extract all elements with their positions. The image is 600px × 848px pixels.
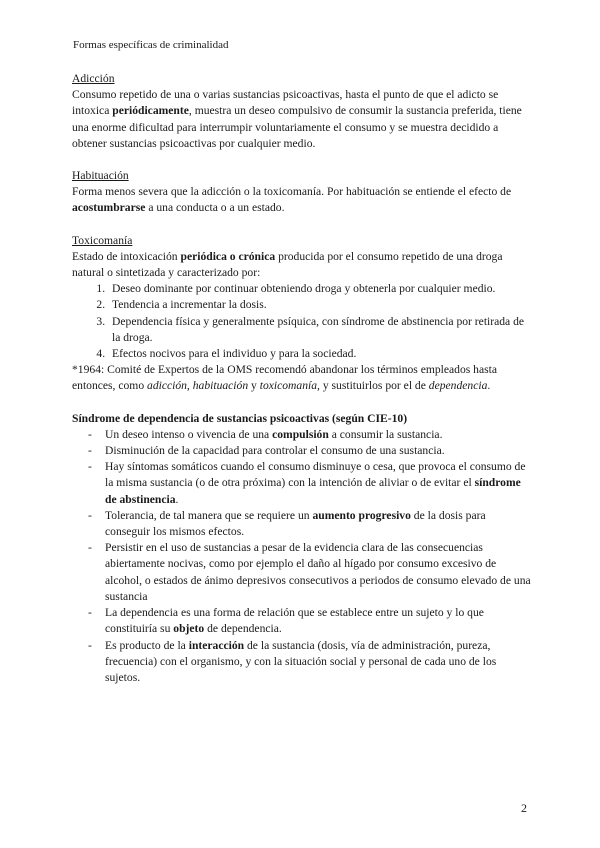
text-run: Disminución de la capacidad para controlar el consumo de una sustancia.: [105, 444, 445, 458]
section-habituacion: [72, 168, 532, 217]
list-item: 3. Dependencia física y generalmente psíquica, con síndrome de abstinencia por retirada de la droga.: [108, 314, 532, 346]
bold-term: compulsión: [272, 427, 329, 441]
section-title-habituacion: Habituación: [72, 169, 129, 183]
italic-term: adicción, habituación: [147, 379, 249, 393]
text-run: *1964: Comité de Expertos de la OMS recomendó abandonar los términos empleados hasta entonces, como: [72, 363, 498, 393]
text-run: Estado de intoxicación: [72, 249, 181, 263]
italic-term: dependencia: [428, 379, 488, 393]
text-run: de la dosis para conseguir los mismos efectos.: [105, 508, 486, 539]
section-adiccion: [72, 71, 532, 152]
list-item: [88, 508, 532, 540]
bold-term: aumento progresivo: [312, 508, 411, 522]
list-item: [88, 605, 532, 637]
text-run: Tolerancia, de tal manera que se requiere un: [105, 508, 313, 522]
text-run: producida por el consumo repetido de una droga natural o sintetizada y caracterizado por:: [72, 249, 503, 280]
bold-term: objeto: [173, 622, 205, 636]
sindrome-criteria-list: [72, 427, 532, 686]
text-run: Es producto de la: [105, 638, 189, 652]
paragraph-habituacion: [72, 184, 532, 216]
list-item: [88, 459, 532, 508]
list-item: [88, 638, 532, 687]
bold-term: periódicamente: [112, 104, 189, 118]
toxicomania-criteria-list: [72, 281, 532, 362]
text-run: de dependencia.: [204, 622, 282, 636]
document-body: [72, 71, 532, 686]
italic-term: toxicomanía: [259, 379, 318, 393]
bold-term: síndrome de abstinencia: [105, 476, 521, 506]
text-run: y: [248, 379, 260, 393]
bold-term: acostumbrarse: [72, 201, 146, 215]
text-run: de la sustancia (dosis, vía de administración, pureza, frecuencia) con el organismo, y con la situación social y personal de cada uno de los sujetos.: [105, 638, 497, 684]
list-item: 4. Efectos nocivos para el individuo y para la sociedad.: [108, 346, 532, 362]
text-run: .: [175, 492, 179, 506]
page-header: Formas específicas de criminalidad: [73, 39, 229, 51]
list-item: [88, 427, 532, 443]
text-run: , y sustituirlos por el de: [317, 379, 429, 393]
bold-term: interacción: [188, 638, 245, 652]
section-title-toxicomania: Toxicomanía: [72, 233, 133, 247]
paragraph-adiccion: [72, 87, 532, 152]
text-run: Un deseo intenso o vivencia de una: [105, 427, 273, 441]
text-run: Forma menos severa que la adicción o la toxicomanía. Por habituación se entiende el efecto de: [72, 185, 512, 199]
text-run: .: [487, 379, 491, 393]
section-title-sindrome: Síndrome de dependencia de sustancias psicoactivas (según CIE-10): [72, 411, 408, 425]
text-run: La dependencia es una forma de relación que se establece entre un sujeto y lo que constituiría su: [105, 606, 484, 636]
text-run: a una conducta o a un estado.: [145, 201, 285, 215]
paragraph-toxicomania: [72, 249, 532, 281]
section-toxicomania: [72, 233, 532, 395]
bold-term: periódica o crónica: [180, 249, 276, 263]
text-run: Consumo repetido de una o varias sustancias psicoactivas, hasta el punto de que el adicto se intoxica: [72, 88, 499, 118]
list-item: 1. Deseo dominante por continuar obteniendo droga y obtenerla por cualquier medio.: [108, 281, 532, 297]
section-title-adiccion: Adicción: [72, 72, 115, 85]
list-item: [88, 540, 532, 605]
text-run: a consumir la sustancia.: [328, 427, 443, 441]
list-item: 2. Tendencia a incrementar la dosis.: [108, 297, 532, 313]
text-run: Hay síntomas somáticos cuando el consumo disminuye o cesa, que provoca el consumo de la misma sustancia (o de otra próxima) con la intención de aliviar o de evitar el: [105, 460, 526, 490]
text-run: Persistir en el uso de sustancias a pesar de la evidencia clara de las consecuencias abiertamente nocivas, como por ejemplo el daño al hígado por consumo excesivo de alcohol, o estados de ánimo depresivos consecutivos a periodos de consumo elevado de una sustancia: [105, 541, 531, 603]
page-number: 2: [521, 801, 527, 815]
list-item: [88, 443, 532, 459]
note-oms-1964: [72, 362, 532, 394]
text-run: , muestra un deseo compulsivo de consumir la sustancia preferida, tiene una enorme dificultad para interrumpir voluntariamente el consumo y se muestra decidido a obtener sustancias psicoactivas por cualquier medio.: [72, 104, 522, 150]
